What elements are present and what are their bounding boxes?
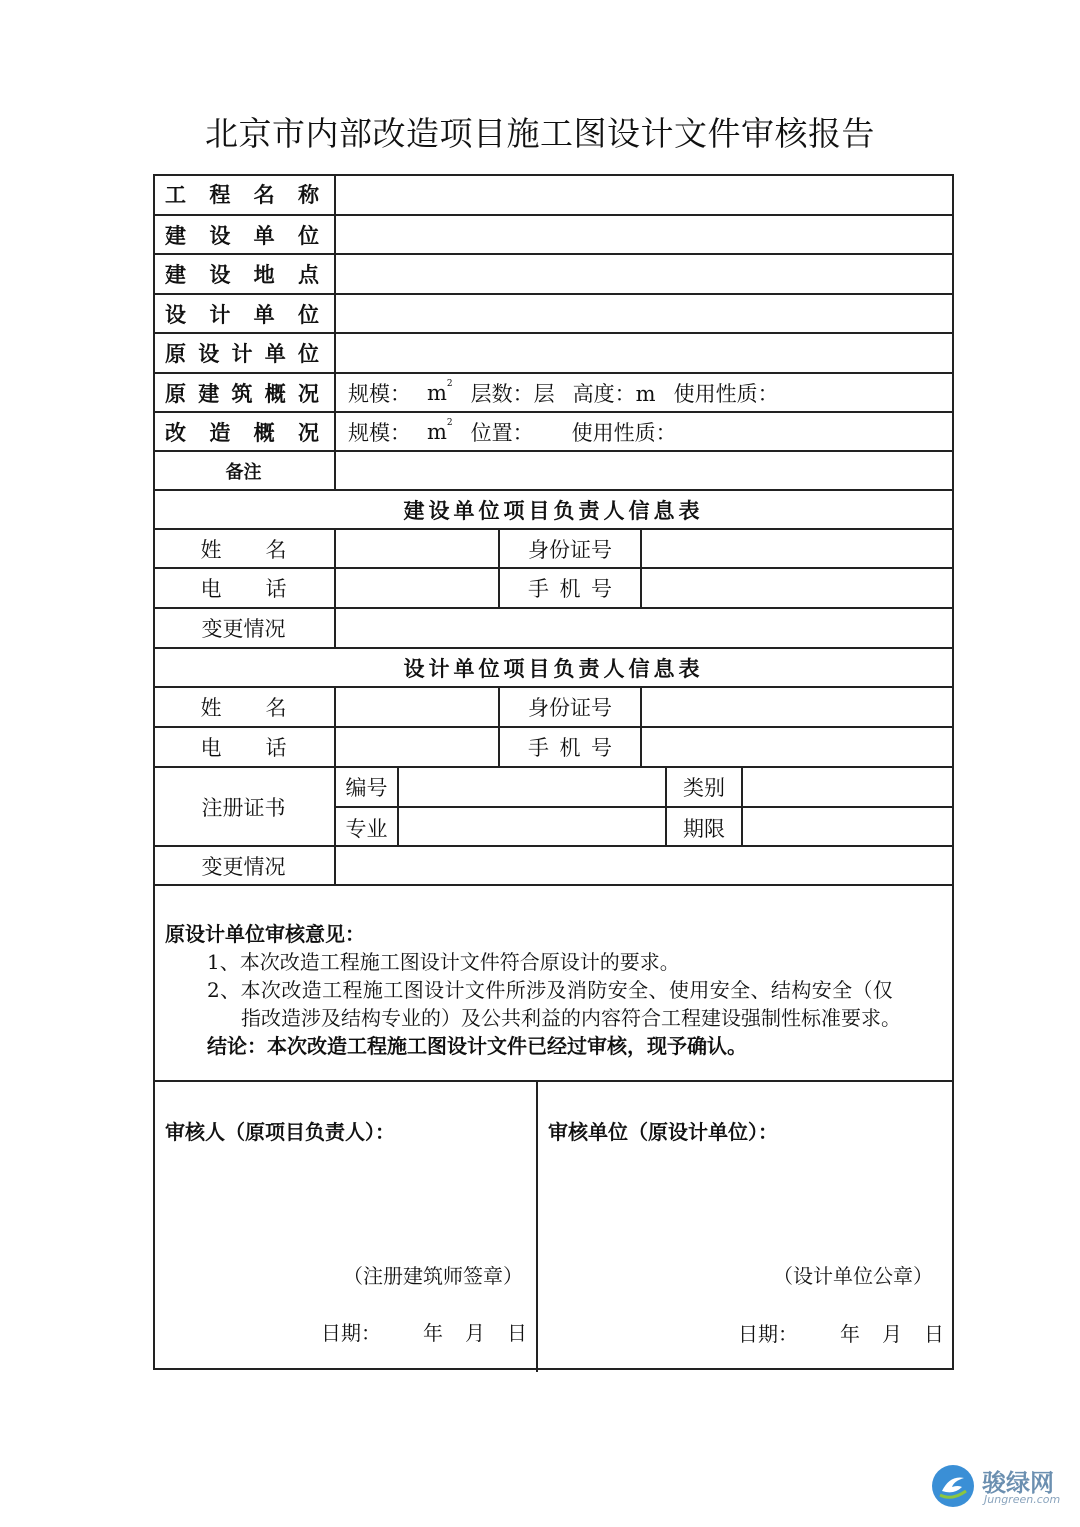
designer-mobile-label-text: 手 机 号 xyxy=(528,736,612,760)
project-row xyxy=(153,293,954,333)
unit-seal[interactable]: （设计单位公章） xyxy=(773,1264,933,1288)
owner-id-label: 身份证号 xyxy=(498,530,640,568)
owner-phone-value[interactable] xyxy=(334,569,498,607)
watermark-logo-icon xyxy=(932,1465,974,1507)
designer-change-row xyxy=(153,845,954,885)
rn-unit: $m^2$ xyxy=(427,418,453,444)
project-row-label xyxy=(153,174,334,214)
project-row-label-text: 设 计 单 位 xyxy=(165,302,319,327)
designer-name-row xyxy=(153,686,954,726)
owner-phone-label-text: 电 话 xyxy=(200,577,287,601)
cert-category-label: 类别 xyxy=(683,776,725,800)
opinion-item-2-line-1: 2、本次改造工程施工图设计文件所涉及消防安全、使用安全、结构安全（仅 xyxy=(207,978,894,1002)
owner-section-header-row xyxy=(153,489,954,529)
designer-id-label: 身份证号 xyxy=(498,688,640,726)
designer-name-label-text: 姓 名 xyxy=(200,696,287,720)
project-row-label xyxy=(153,216,334,254)
cert-major-value[interactable] xyxy=(399,808,665,847)
designer-phone-label-text: 电 话 xyxy=(200,736,287,760)
cert-major-label: 专业 xyxy=(345,816,388,841)
designer-mobile-value[interactable] xyxy=(640,728,954,766)
remark-row xyxy=(153,450,954,490)
owner-section-header: 建设单位项目负责人信息表 xyxy=(403,498,704,523)
owner-change-value[interactable] xyxy=(334,609,954,647)
cert-category-value[interactable] xyxy=(743,768,954,806)
original-building-row xyxy=(153,372,954,412)
reviewer-year: 年 xyxy=(423,1321,443,1345)
unit-label: 审核单位（原设计单位）： xyxy=(548,1120,778,1144)
project-row-label-text: 建 设 地 点 xyxy=(165,262,319,287)
owner-change-label: 变更情况 xyxy=(201,617,286,641)
project-row-value[interactable] xyxy=(334,174,954,214)
ob-use: 使用性质： xyxy=(673,382,779,406)
reviewer-day: 日 xyxy=(507,1321,527,1345)
owner-name-label xyxy=(153,530,334,568)
owner-change-row xyxy=(153,607,954,647)
designer-phone-value[interactable] xyxy=(334,728,498,766)
project-row xyxy=(153,174,954,214)
owner-id-value[interactable] xyxy=(640,530,954,568)
unit-year: 年 xyxy=(840,1322,860,1346)
page-title: 北京市内部改造项目施工图设计文件审核报告 xyxy=(205,114,875,153)
designer-cert-label: 注册证书 xyxy=(201,795,286,820)
reviewer-label: 审核人（原项目负责人）： xyxy=(165,1120,395,1144)
designer-section-header-row xyxy=(153,647,954,687)
reviewer-date-label: 日期： xyxy=(321,1321,381,1345)
unit-date-label: 日期： xyxy=(738,1322,798,1346)
project-row-label xyxy=(153,255,334,293)
project-row-value[interactable] xyxy=(334,334,954,372)
reviewer-seal[interactable]: （注册建筑师签章） xyxy=(343,1264,523,1288)
designer-id-value[interactable] xyxy=(640,688,954,726)
opinion-heading: 原设计单位审核意见： xyxy=(165,922,365,946)
renovation-label-text: 改 造 概 况 xyxy=(165,420,319,445)
project-row-label xyxy=(153,295,334,333)
ob-scale: 规模： xyxy=(348,382,411,406)
project-row-value[interactable] xyxy=(334,255,954,293)
owner-phone-row xyxy=(153,567,954,607)
watermark-name: 骏绿网 xyxy=(982,1469,1054,1497)
designer-section-header: 设计单位项目负责人信息表 xyxy=(403,656,704,681)
project-row-label-text: 工 程 名 称 xyxy=(165,182,319,207)
owner-name-label-text: 姓 名 xyxy=(200,538,287,562)
renovation-label xyxy=(153,413,334,451)
cert-term-label: 期限 xyxy=(683,816,725,841)
signature-section xyxy=(153,1080,954,1370)
cert-no-value[interactable] xyxy=(399,768,665,806)
owner-name-row xyxy=(153,528,954,568)
designer-change-value[interactable] xyxy=(334,847,954,885)
unit-month: 月 xyxy=(882,1322,902,1346)
cert-no-label: 编号 xyxy=(345,776,388,800)
opinion-item-1: 1、本次改造工程施工图设计文件符合原设计的要求。 xyxy=(207,950,680,974)
ob-height: 高度：m xyxy=(572,382,656,406)
opinion-item-2-line-2: 指改造涉及结构专业的）及公共利益的内容符合工程建设强制性标准要求。 xyxy=(241,1006,901,1030)
owner-mobile-label xyxy=(498,569,640,607)
designer-phone-label xyxy=(153,728,334,766)
project-row-label-text: 原 设 计 单 位 xyxy=(165,341,319,366)
watermark-domain: Jungreen.com xyxy=(984,1493,1061,1506)
renovation-value[interactable] xyxy=(334,413,954,451)
owner-name-value[interactable] xyxy=(334,530,498,568)
rn-use: 使用性质： xyxy=(571,421,677,445)
owner-phone-label xyxy=(153,569,334,607)
project-row xyxy=(153,253,954,293)
designer-name-value[interactable] xyxy=(334,688,498,726)
reviewer-month: 月 xyxy=(465,1321,485,1345)
cert-term-value[interactable] xyxy=(743,808,954,847)
unit-day: 日 xyxy=(924,1322,944,1346)
signature-divider xyxy=(536,1082,538,1372)
rn-location: 位置： xyxy=(470,421,534,445)
designer-name-label xyxy=(153,688,334,726)
original-building-label-text: 原 建 筑 概 况 xyxy=(165,381,319,406)
designer-change-label: 变更情况 xyxy=(201,855,286,879)
designer-mobile-label xyxy=(498,728,640,766)
opinion-section xyxy=(153,884,954,1081)
project-row-value[interactable] xyxy=(334,295,954,333)
remark-label: 备注 xyxy=(225,462,262,483)
reviewer-date xyxy=(321,1317,527,1346)
project-row xyxy=(153,214,954,254)
owner-mobile-value[interactable] xyxy=(640,569,954,607)
owner-mobile-label-text: 手 机 号 xyxy=(528,577,612,601)
designer-phone-row xyxy=(153,726,954,766)
original-building-label xyxy=(153,374,334,412)
designer-cert-row xyxy=(153,766,954,845)
project-row-label xyxy=(153,334,334,372)
unit-date xyxy=(738,1318,944,1347)
project-row-value[interactable] xyxy=(334,216,954,254)
opinion-conclusion: 结论：本次改造工程施工图设计文件已经过审核，现予确认。 xyxy=(207,1034,747,1058)
original-building-value[interactable] xyxy=(334,374,954,412)
rn-scale: 规模： xyxy=(348,421,411,445)
ob-unit: $m^2$ xyxy=(427,379,453,405)
remark-value[interactable] xyxy=(334,452,954,490)
project-row xyxy=(153,332,954,372)
renovation-row xyxy=(153,411,954,451)
ob-floors: 层数：层 xyxy=(470,382,555,406)
project-row-label-text: 建 设 单 位 xyxy=(165,223,319,248)
